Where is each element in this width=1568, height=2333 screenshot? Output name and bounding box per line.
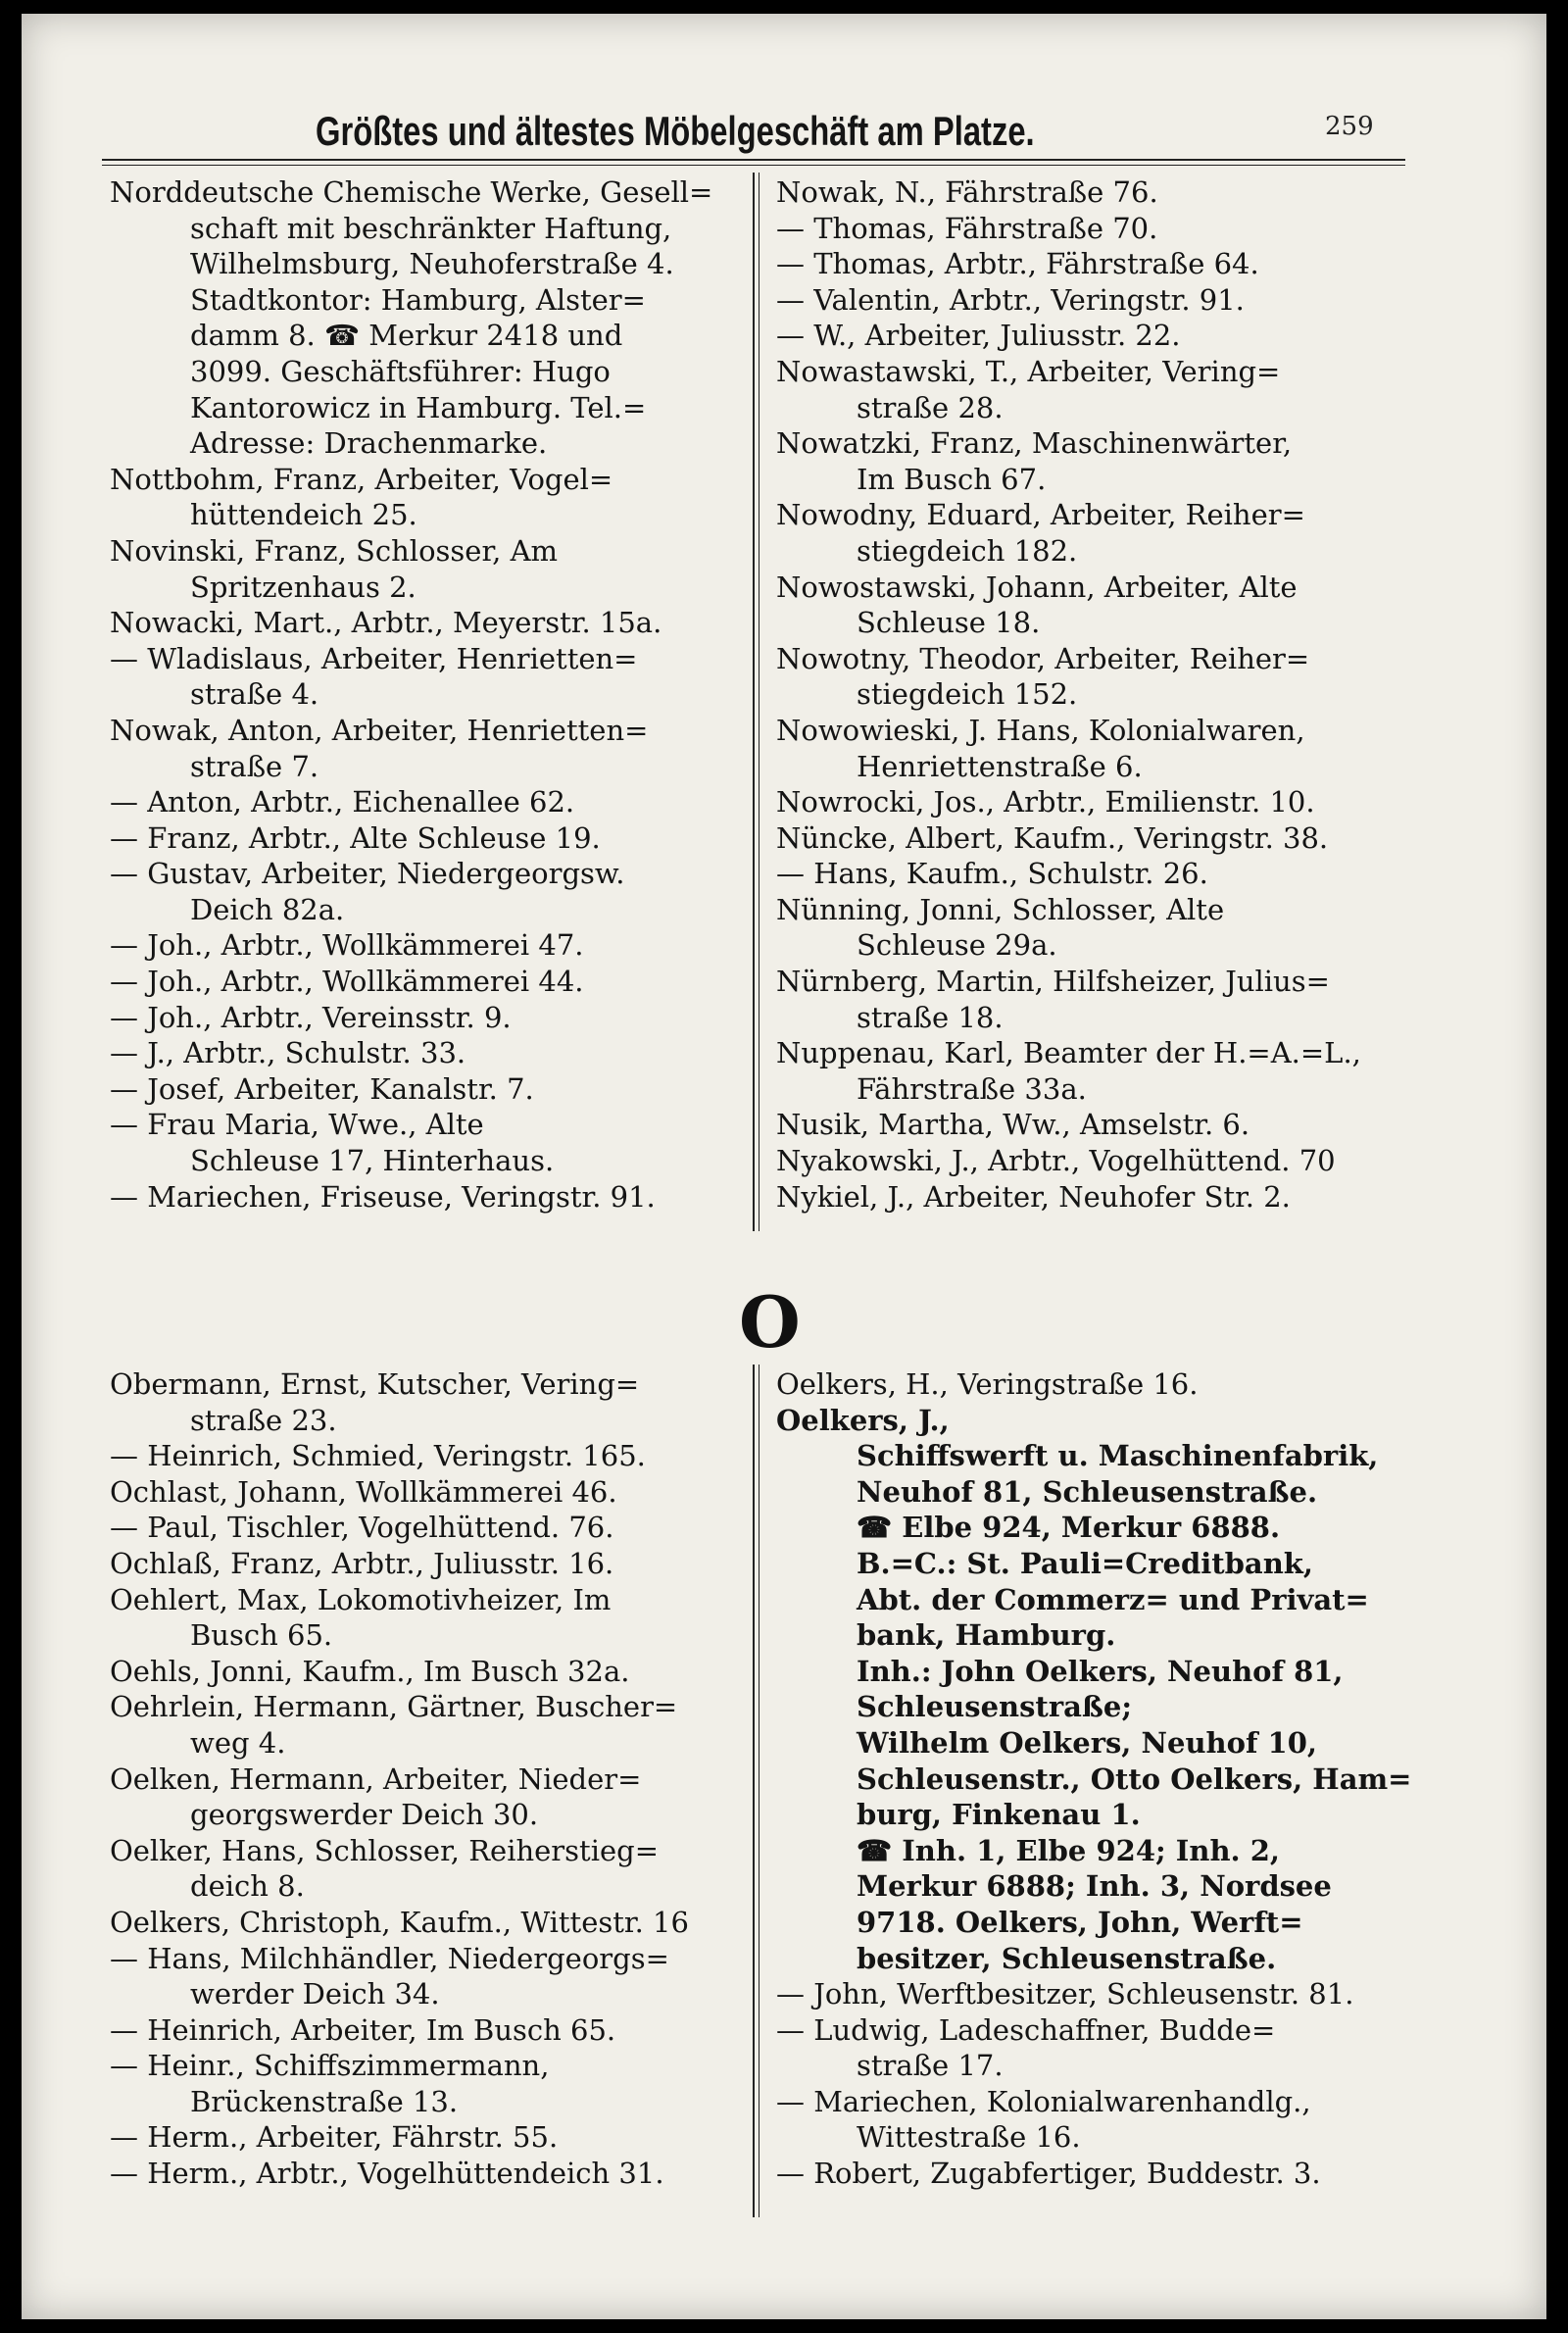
directory-entry-line: 3099. Geschäftsführer: Hugo [190, 354, 611, 388]
directory-entry-line: — Thomas, Fährstraße 70. [776, 211, 1158, 245]
running-title: Größtes und ältestes Möbelgeschäft am Platze. [316, 108, 1035, 154]
directory-entry-line: — Josef, Arbeiter, Kanalstr. 7. [110, 1071, 534, 1106]
directory-entry-line: — Hans, Kaufm., Schulstr. 26. [776, 857, 1208, 891]
directory-entry-line: Schleuse 29a. [857, 928, 1057, 963]
directory-entry-line: Abt. der Commerz= und Privat= [857, 1582, 1369, 1616]
directory-entry-line: Wilhelm Oelkers, Neuhof 10, [857, 1725, 1317, 1760]
directory-entry-line: Nuppenau, Karl, Beamter der H.=A.=L., [776, 1036, 1361, 1070]
column-bottom-right [776, 1366, 1413, 2192]
directory-entry-line: Novinski, Franz, Schlosser, Am [110, 533, 559, 568]
directory-entry-line: damm 8. ☎ Merkur 2418 und [190, 319, 623, 353]
directory-entry-line: — Heinrich, Schmied, Veringstr. 165. [110, 1439, 646, 1473]
directory-entry-line: Nürnberg, Martin, Hilfsheizer, Julius= [776, 965, 1330, 999]
directory-entry-line: — Mariechen, Kolonialwarenhandlg., [776, 2084, 1311, 2118]
directory-entry-line: Nowotny, Theodor, Arbeiter, Reiher= [776, 641, 1310, 675]
directory-entry-line: Norddeutsche Chemische Werke, Gesell= [110, 175, 713, 209]
directory-entry-line: Fährstraße 33a. [857, 1071, 1087, 1106]
directory-entry-line: Nowatzki, Franz, Maschinenwärter, [776, 426, 1293, 461]
directory-entry-line: Oehls, Jonni, Kaufm., Im Busch 32a. [110, 1654, 630, 1688]
directory-entry-line: — Frau Maria, Wwe., Alte [110, 1108, 484, 1142]
directory-entry-line: Schleusenstr., Otto Oelkers, Ham= [857, 1762, 1412, 1796]
directory-entry-line: Henriettenstraße 6. [857, 749, 1143, 783]
directory-entry-line: Nowodny, Eduard, Arbeiter, Reiher= [776, 498, 1305, 532]
directory-entry-line: Merkur 6888; Inh. 3, Nordsee [857, 1869, 1332, 1904]
column-divider-bottom-2 [759, 1365, 760, 2217]
directory-entry-line: Wittestraße 16. [857, 2120, 1081, 2155]
directory-entry-line: Nowastawski, T., Arbeiter, Vering= [776, 354, 1281, 388]
directory-entry-line: schaft mit beschränkter Haftung, [190, 211, 672, 245]
directory-page [22, 14, 1546, 2319]
directory-entry-line: — Franz, Arbtr., Alte Schleuse 19. [110, 820, 601, 855]
directory-entry-line: Nusik, Martha, Ww., Amselstr. 6. [776, 1108, 1250, 1142]
column-bottom-left [110, 1366, 747, 2192]
section-letter: O [739, 1280, 801, 1364]
directory-entry-line: Schleusenstraße; [857, 1690, 1133, 1724]
directory-entry-line: Oelken, Hermann, Arbeiter, Nieder= [110, 1762, 642, 1796]
directory-entry-line: Nottbohm, Franz, Arbeiter, Vogel= [110, 462, 613, 496]
column-top-left [110, 174, 747, 1215]
directory-entry-line: straße 7. [190, 749, 319, 783]
directory-entry-line: Inh.: John Oelkers, Neuhof 81, [857, 1654, 1344, 1688]
directory-entry-line: Schleuse 18. [857, 606, 1041, 640]
directory-entry-line: — Herm., Arbtr., Vogelhüttendeich 31. [110, 2157, 664, 2191]
column-top-right [776, 174, 1413, 1215]
directory-entry-line: Nowrocki, Jos., Arbtr., Emilienstr. 10. [776, 785, 1315, 819]
directory-entry-line: — Joh., Arbtr., Wollkämmerei 47. [110, 928, 584, 963]
directory-entry-line: georgswerder Deich 30. [190, 1798, 539, 1832]
directory-entry-line: Oelkers, H., Veringstraße 16. [776, 1367, 1199, 1401]
directory-entry-line: straße 28. [857, 390, 1004, 424]
directory-entry-line: — Gustav, Arbeiter, Niedergeorgsw. [110, 857, 625, 891]
directory-entry-line: — Heinr., Schiffszimmermann, [110, 2049, 550, 2083]
directory-entry-line: Nowak, Anton, Arbeiter, Henrietten= [110, 713, 649, 747]
directory-entry-line: straße 18. [857, 1000, 1004, 1034]
directory-entry-line: — Mariechen, Friseuse, Veringstr. 91. [110, 1179, 656, 1214]
directory-entry-line: — Robert, Zugabfertiger, Buddestr. 3. [776, 2157, 1321, 2191]
directory-entry-line: Nyakowski, J., Arbtr., Vogelhüttend. 70 [776, 1144, 1336, 1178]
directory-entry-line: Oehlert, Max, Lokomotivheizer, Im [110, 1582, 612, 1616]
directory-entry-line: straße 4. [190, 677, 319, 712]
header-rule [102, 159, 1405, 161]
directory-entry-line: deich 8. [190, 1869, 305, 1904]
directory-entry-line: Brückenstraße 13. [190, 2084, 459, 2118]
directory-entry-line: Oelkers, J., [776, 1403, 950, 1437]
directory-entry-line: Nowacki, Mart., Arbtr., Meyerstr. 15a. [110, 606, 662, 640]
directory-entry-line: — Ludwig, Ladeschaffner, Budde= [776, 2012, 1276, 2047]
directory-entry-line: Nowostawski, Johann, Arbeiter, Alte [776, 570, 1298, 604]
directory-entry-line: besitzer, Schleusenstraße. [857, 1941, 1277, 1975]
directory-entry-line: — John, Werftbesitzer, Schleusenstr. 81. [776, 1977, 1354, 2011]
directory-entry-line: Ochlast, Johann, Wollkämmerei 46. [110, 1474, 617, 1509]
page-number: 259 [1325, 112, 1374, 141]
directory-entry-line: Nowak, N., Fährstraße 76. [776, 175, 1158, 209]
directory-entry-line: — Joh., Arbtr., Wollkämmerei 44. [110, 965, 584, 999]
directory-entry-line: — Paul, Tischler, Vogelhüttend. 76. [110, 1511, 614, 1545]
directory-entry-line: Im Busch 67. [857, 462, 1047, 496]
column-divider-top-2 [759, 173, 760, 1231]
directory-entry-line: — Valentin, Arbtr., Veringstr. 91. [776, 282, 1245, 317]
directory-entry-line: weg 4. [190, 1725, 286, 1760]
directory-entry-line: Kantorowicz in Hamburg. Tel.= [190, 390, 647, 424]
directory-entry-line: B.=C.: St. Pauli=Creditbank, [857, 1546, 1313, 1580]
directory-entry-line: Nünning, Jonni, Schlosser, Alte [776, 892, 1225, 926]
directory-entry-line: burg, Finkenau 1. [857, 1798, 1141, 1832]
directory-entry-line: — J., Arbtr., Schulstr. 33. [110, 1036, 466, 1070]
header-rule-thin [102, 165, 1405, 166]
directory-entry-line: — Thomas, Arbtr., Fährstraße 64. [776, 247, 1259, 281]
directory-entry-line: Schiffswerft u. Maschinenfabrik, [857, 1439, 1379, 1473]
directory-entry-line: 9718. Oelkers, John, Werft= [857, 1905, 1303, 1939]
directory-entry-line: stiegdeich 152. [857, 677, 1078, 712]
directory-entry-line: Oelker, Hans, Schlosser, Reiherstieg= [110, 1833, 660, 1867]
directory-entry-line: ☎ Inh. 1, Elbe 924; Inh. 2, [857, 1833, 1280, 1867]
directory-entry-line: ☎ Elbe 924, Merkur 6888. [857, 1511, 1281, 1545]
directory-entry-line: — Wladislaus, Arbeiter, Henrietten= [110, 641, 638, 675]
directory-entry-line: — Hans, Milchhändler, Niedergeorgs= [110, 1941, 669, 1975]
directory-entry-line: werder Deich 34. [190, 1977, 440, 2011]
directory-entry-line: Nykiel, J., Arbeiter, Neuhofer Str. 2. [776, 1179, 1291, 1214]
column-divider-top [753, 173, 755, 1231]
directory-entry-line: Spritzenhaus 2. [190, 570, 416, 604]
directory-entry-line: Adresse: Drachenmarke. [190, 426, 548, 461]
directory-entry-line: straße 17. [857, 2049, 1004, 2083]
directory-entry-line: bank, Hamburg. [857, 1618, 1116, 1653]
directory-entry-line: — W., Arbeiter, Juliusstr. 22. [776, 319, 1181, 353]
directory-entry-line: — Joh., Arbtr., Vereinsstr. 9. [110, 1000, 512, 1034]
directory-entry-line: Oehrlein, Hermann, Gärtner, Buscher= [110, 1690, 678, 1724]
directory-entry-line: — Anton, Arbtr., Eichenallee 62. [110, 785, 575, 819]
directory-entry-line: Nowowieski, J. Hans, Kolonialwaren, [776, 713, 1305, 747]
page-header [22, 108, 1443, 167]
directory-entry-line: Deich 82a. [190, 892, 345, 926]
directory-entry-line: Stadtkontor: Hamburg, Alster= [190, 282, 646, 317]
directory-entry-line: stiegdeich 182. [857, 533, 1078, 568]
directory-entry-line: Obermann, Ernst, Kutscher, Vering= [110, 1367, 640, 1401]
directory-entry-line: Ochlaß, Franz, Arbtr., Juliusstr. 16. [110, 1546, 614, 1580]
directory-entry-line: Schleuse 17, Hinterhaus. [190, 1144, 555, 1178]
directory-entry-line: Wilhelmsburg, Neuhoferstraße 4. [190, 247, 674, 281]
directory-entry-line: hüttendeich 25. [190, 498, 417, 532]
directory-entry-line: Nüncke, Albert, Kaufm., Veringstr. 38. [776, 820, 1329, 855]
directory-entry-line: — Herm., Arbeiter, Fährstr. 55. [110, 2120, 559, 2155]
directory-entry-line: Busch 65. [190, 1618, 333, 1653]
directory-entry-line: Oelkers, Christoph, Kaufm., Wittestr. 16 [110, 1905, 689, 1939]
directory-entry-line: straße 23. [190, 1403, 337, 1437]
directory-entry-line: — Heinrich, Arbeiter, Im Busch 65. [110, 2012, 616, 2047]
directory-entry-line: Neuhof 81, Schleusenstraße. [857, 1474, 1318, 1509]
column-divider-bottom [753, 1365, 755, 2217]
